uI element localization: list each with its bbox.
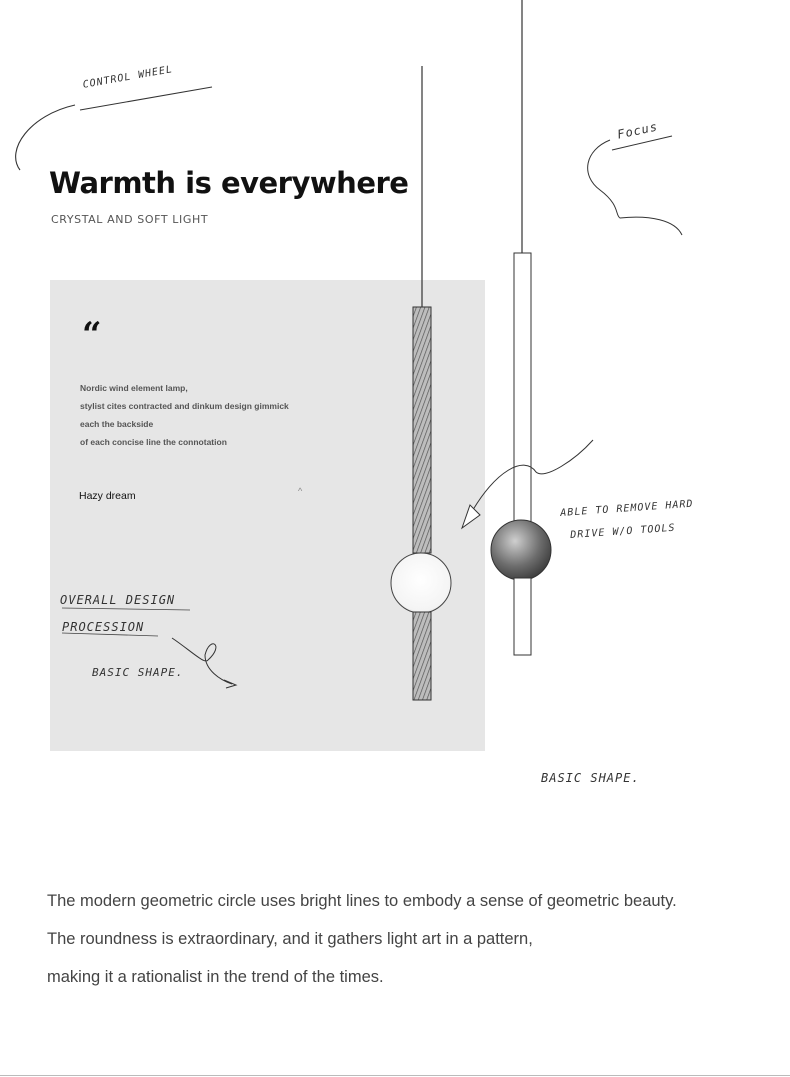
note-basic-shape-right: BASIC SHAPE. <box>541 771 640 785</box>
quote-line: of each concise line the connotation <box>80 437 227 447</box>
control-wheel-underline <box>80 87 212 110</box>
note-overall-design: OVERALL DESIGN <box>60 593 176 607</box>
control-wheel-curve <box>16 105 75 170</box>
quote-line: each the backside <box>80 419 154 429</box>
note-remove-line2: DRIVE W/O TOOLS <box>570 522 676 541</box>
quote-mark-icon: “ <box>82 315 102 355</box>
body-text-line: making it a rationalist in the trend of the times. <box>47 968 384 986</box>
note-remove-line1: ABLE TO REMOVE HARD <box>560 498 694 519</box>
body-text-line: The modern geometric circle uses bright lines to embody a sense of geometric beauty. <box>47 892 677 910</box>
lamp2-dark-ball <box>491 520 551 580</box>
caret-mark-icon: ^ <box>298 486 303 496</box>
note-basic-shape-panel: BASIC SHAPE. <box>92 666 184 679</box>
quote-line: Nordic wind element lamp, <box>80 383 188 393</box>
focus-curve <box>588 140 682 235</box>
note-focus: Focus <box>616 119 660 142</box>
lamp1-lower-tube <box>413 612 431 700</box>
lamp1-glass-ball <box>391 553 451 613</box>
note-procession: PROCESSION <box>62 620 145 634</box>
body-text-line: The roundness is extraordinary, and it gathers light art in a pattern, <box>47 930 533 948</box>
page-title: Warmth is everywhere <box>49 166 409 200</box>
page-subtitle: CRYSTAL AND SOFT LIGHT <box>51 213 209 226</box>
quote-signature: Hazy dream <box>79 490 136 502</box>
lamp2-upper-tube <box>514 253 531 523</box>
lamp1-upper-tube <box>413 307 431 553</box>
quote-line: stylist cites contracted and dinkum design gimmick <box>80 401 289 411</box>
bottom-divider <box>0 1075 790 1076</box>
lamp2-lower-tube <box>514 578 531 655</box>
annotation-arrowhead <box>462 505 480 528</box>
note-control-wheel: CONTROL WHEEL <box>82 64 174 91</box>
